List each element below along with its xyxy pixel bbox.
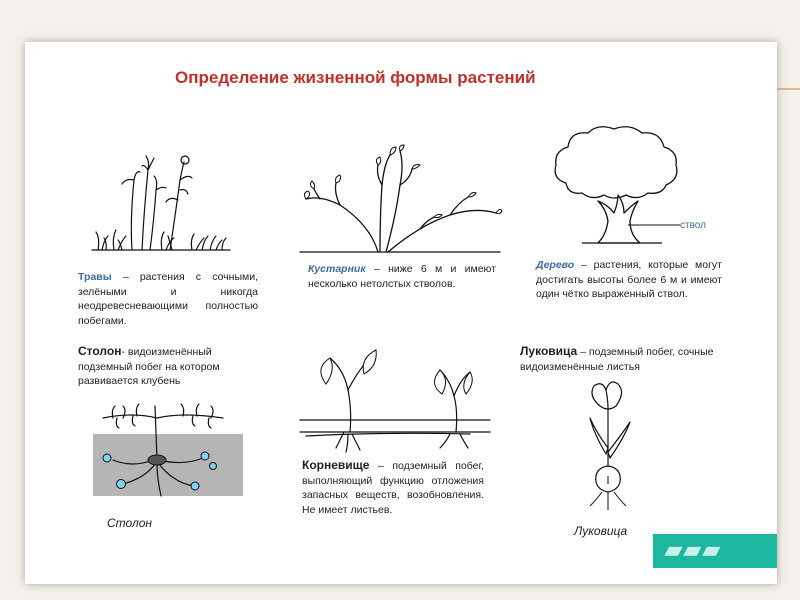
rhizome-description xyxy=(302,458,484,517)
tree-description xyxy=(536,258,722,302)
bulb-text: – подземный побег, сочные видоизменённые листья xyxy=(520,346,714,373)
logo xyxy=(653,534,777,568)
page-title: Определение жизненной формы растений xyxy=(175,68,536,87)
shrub-text: – ниже 6 м и имеют несколько нетолстых стволов. xyxy=(308,263,496,290)
trunk-label: ствол xyxy=(680,220,706,231)
logo-mark-icon: ▰▰▰ xyxy=(665,537,722,562)
rhizome-term: Корневище xyxy=(302,458,370,472)
shrub-description xyxy=(308,262,496,291)
stolon-illustration xyxy=(93,398,243,503)
tree-term: Дерево xyxy=(536,259,575,271)
tree-illustration xyxy=(552,125,702,250)
herbs-text: – растения с сочными, зелёными и никогда неодревесневающими полностью побегами. xyxy=(78,271,258,327)
herbs-term: Травы xyxy=(78,271,112,283)
stolon-term: Столон xyxy=(78,344,122,358)
stolon-text: - видоизменённый подземный побег на котором развивается клубень xyxy=(78,346,220,387)
herbs-illustration xyxy=(92,150,232,255)
stolon-caption: Столон xyxy=(107,516,152,530)
shrub-illustration xyxy=(300,145,500,260)
rhizome-illustration xyxy=(300,340,490,455)
herbs-description xyxy=(78,270,258,328)
bulb-caption: Луковица xyxy=(574,524,628,538)
stolon-description xyxy=(78,344,254,389)
shrub-term: Кустарник xyxy=(308,263,366,275)
rhizome-text: – подземный побег, выполняющий функцию отложения запасных веществ, возобновления. Не имеет листьев. xyxy=(302,460,484,516)
bulb-term: Луковица xyxy=(520,344,578,358)
bulb-illustration xyxy=(560,378,660,518)
tree-text: – растения, которые могут достигать высоты более 6 м и имеют один чётко выраженный ствол. xyxy=(536,259,722,300)
bulb-description xyxy=(520,344,742,374)
